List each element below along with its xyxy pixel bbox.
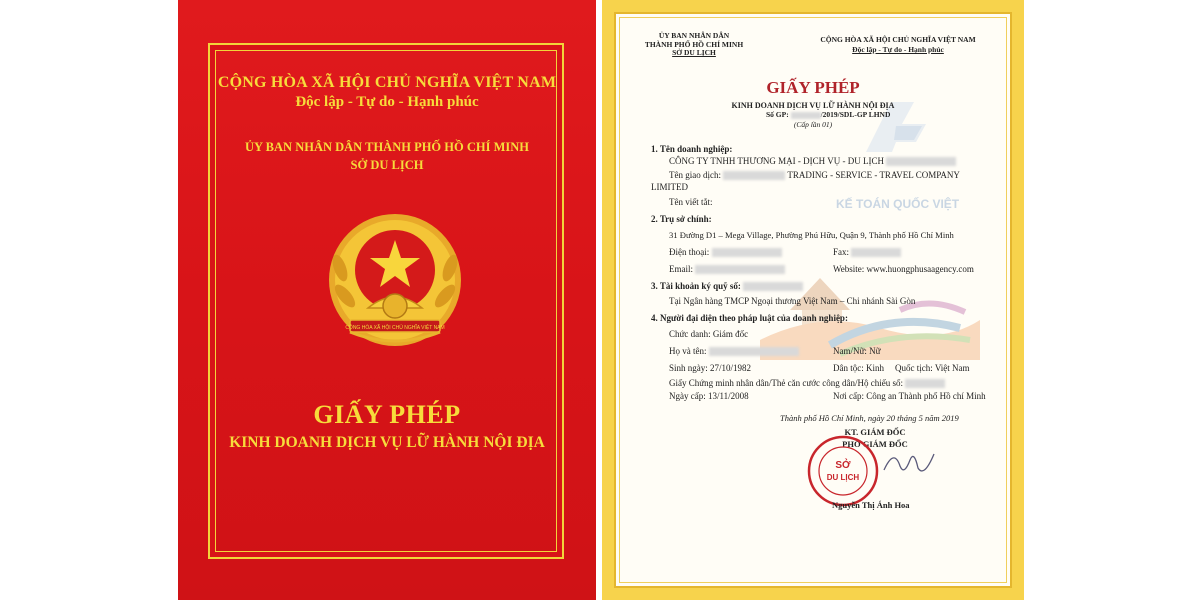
representative-nationality: Quốc tịch: Việt Nam — [895, 363, 970, 373]
phone: Điện thoại: — [669, 247, 782, 257]
website: Website: www.huongphusaagency.com — [833, 264, 974, 274]
license-cover — [178, 0, 596, 600]
id-issue-place: Nơi cấp: Công an Thành phố Hồ chí Minh — [833, 391, 986, 401]
cover-department: SỞ DU LỊCH — [350, 158, 424, 172]
svg-text:DU LỊCH: DU LỊCH — [826, 473, 860, 482]
representative-gender: Nam/Nữ: Nữ — [833, 346, 881, 356]
fax: Fax: — [833, 247, 901, 257]
watermark-text: KẾ TOÁN QUỐC VIỆT — [836, 197, 960, 211]
company-name: CÔNG TY TNHH THƯƠNG MẠI - DỊCH VỤ - DU LỊCH — [669, 156, 956, 166]
section-4-heading: 4. Người đại diện theo pháp luật của doanh nghiệp: — [651, 313, 848, 323]
section-1-heading: 1. Tên doanh nghiệp: — [651, 144, 733, 154]
id-number: Giấy Chứng minh nhân dân/Thẻ căn cước công dân/Hộ chiếu số: — [669, 378, 945, 388]
head-office-address: 31 Đường D1 – Mega Village, Phường Phú Hữu, Quận 9, Thành phố Hồ Chí Minh — [669, 230, 954, 240]
national-header: CỘNG HÒA XÃ HỘI CHỦ NGHĨA VIỆT NAM Độc lập - Tự do - Hạnh phúc — [820, 35, 976, 54]
short-name: Tên viết tắt: — [669, 197, 713, 207]
certificate-subtitle: KINH DOANH DỊCH VỤ LỮ HÀNH NỘI ĐỊA — [731, 101, 895, 110]
red-seal-stamp-icon — [806, 434, 880, 508]
cover-motto: Độc lập - Tự do - Hạnh phúc — [295, 94, 479, 110]
issue-date-line: Thành phố Hồ Chí Minh, ngày 20 tháng 5 năm 2019 — [780, 413, 959, 423]
representative-dob: Sinh ngày: 27/10/1982 — [669, 363, 752, 373]
license-number: Số GP: /2019/SDL-GP LHND — [766, 110, 891, 119]
section-2-heading: 2. Trụ sở chính: — [651, 214, 712, 224]
signer-title-1: KT. GIÁM ĐỐC — [844, 427, 906, 437]
representative-name: Họ và tên: — [669, 346, 799, 356]
cover-title: GIẤY PHÉP — [313, 400, 461, 429]
signer-title-2: PHÓ GIÁM ĐỐC — [842, 439, 908, 449]
certificate-title: GIẤY PHÉP — [766, 78, 860, 97]
signer-name: Nguyễn Thị Ánh Hoa — [832, 500, 910, 510]
deposit-bank: Tại Ngân hàng TMCP Ngoại thương Việt Nam – Chi nhánh Sài Gòn — [669, 296, 916, 306]
trade-name: Tên giao dịch: TRADING - SERVICE - TRAVEL COMPANY — [669, 170, 960, 180]
cover-subtitle: KINH DOANH DỊCH VỤ LỮ HÀNH NỘI ĐỊA — [229, 434, 545, 451]
representative-ethnicity: Dân tộc: Kinh — [833, 363, 884, 373]
handwritten-signature — [880, 440, 940, 484]
issuer-header: ỦY BAN NHÂN DÂN THÀNH PHỐ HỒ CHÍ MINH SỞ DU LỊCH — [644, 31, 744, 57]
svg-text:CỘNG HÒA XÃ HỘI CHỦ NGHĨA VIỆT: CỘNG HÒA XÃ HỘI CHỦ NGHĨA VIỆT NAM — [345, 325, 445, 331]
national-emblem-icon — [320, 208, 470, 358]
section-3-heading: 3. Tài khoản ký quỹ số: — [651, 281, 803, 291]
cover-country: CỘNG HÒA XÃ HỘI CHỦ NGHĨA VIỆT NAM — [217, 74, 557, 91]
issue-count: (Cấp lần 01) — [793, 120, 833, 129]
representative-position: Chức danh: Giám đốc — [669, 329, 749, 339]
svg-text:SỞ: SỞ — [835, 460, 851, 471]
id-issue-date: Ngày cấp: 13/11/2008 — [669, 391, 749, 401]
trade-name-continued: LIMITED — [651, 182, 688, 192]
email: Email: — [669, 264, 785, 274]
cover-committee: ỦY BAN NHÂN DÂN THÀNH PHỐ HỒ CHÍ MINH — [244, 140, 530, 154]
